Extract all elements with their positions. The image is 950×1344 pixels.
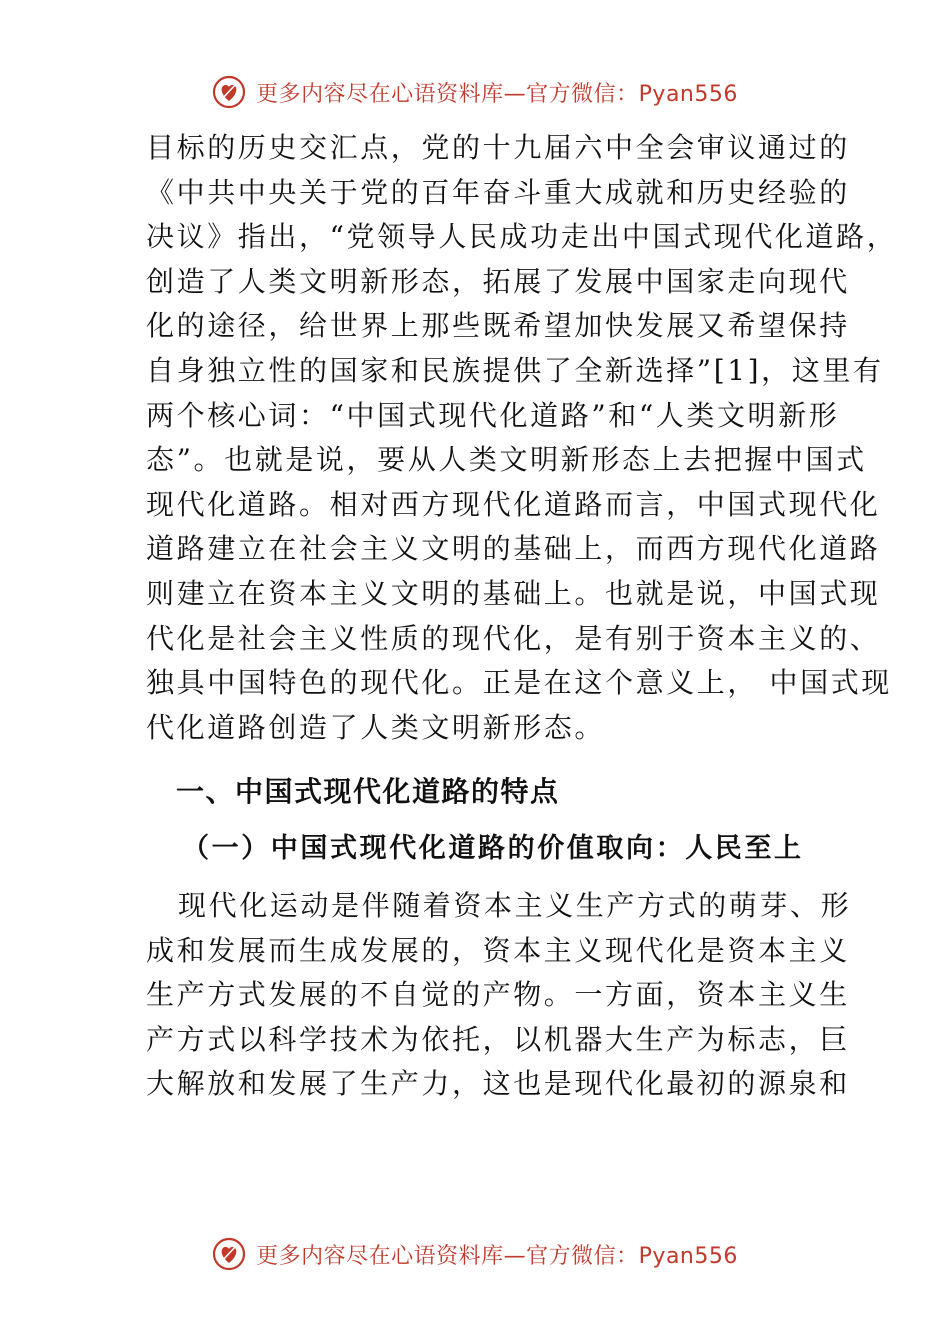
footer-wechat-id: Pyan556 [638, 1243, 738, 1269]
text-line: 则建立在资本主义文明的基础上。也就是说，中国式现 [146, 576, 881, 610]
paragraph-2 [146, 884, 852, 1107]
text-line: 代化道路创造了人类文明新形态。 [146, 710, 606, 744]
text-line: 态”。也就是说，要从人类文明新形态上去把握中国式 [146, 443, 867, 477]
section-heading: 一、中国式现代化道路的特点 [176, 775, 560, 808]
footer-banner-label: 更多内容尽在心语资料库—官方微信： [256, 1243, 639, 1269]
heart-seal-logo-icon [212, 1237, 246, 1271]
text-line: 成和发展而生成发展的，资本主义现代化是资本主义 [146, 933, 850, 967]
header-banner-label: 更多内容尽在心语资料库—官方微信： [256, 81, 639, 107]
text-line: 现代化道路。相对西方现代化道路而言，中国式现代化 [146, 487, 881, 521]
text-line: 道路建立在社会主义文明的基础上，而西方现代化道路 [146, 532, 881, 566]
text-line: 《中共中央关于党的百年奋斗重大成就和历史经验的 [146, 175, 850, 209]
header-wechat-id: Pyan556 [638, 81, 738, 107]
paragraph-1-text [146, 126, 898, 750]
text-line: 生产方式发展的不自觉的产物。一方面，资本主义生 [146, 978, 850, 1012]
text-line: 化的途径，给世界上那些既希望加快发展又希望保持 [146, 309, 850, 343]
text-line: 目标的历史交汇点，党的十九届六中全会审议通过的 [146, 131, 850, 164]
text-line: 产方式以科学技术为依托，以机器大生产为标志，巨 [146, 1022, 850, 1056]
text-line: 决议》指出，“党领导人民成功走出中国式现代化道路， [146, 220, 898, 254]
paragraph-2-text [146, 884, 852, 1107]
footer-banner-text [256, 1239, 738, 1270]
header-banner [0, 72, 950, 112]
text-line: 现代化运动是伴随着资本主义生产方式的萌芽、形 [178, 889, 852, 922]
header-banner-text [256, 77, 738, 108]
text-line: 独具中国特色的现代化。正是在这个意义上， 中国式现 [146, 666, 892, 700]
text-line: 两个核心词：“中国式现代化道路”和“人类文明新形 [146, 398, 840, 432]
heart-seal-logo-icon [212, 75, 246, 109]
text-line: 自身独立性的国家和民族提供了全新选择”[1]，这里有 [146, 353, 884, 387]
subsection-heading: （一）中国式现代化道路的价值取向：人民至上 [182, 833, 804, 864]
text-line: 代化是社会主义性质的现代化，是有别于资本主义的、 [146, 621, 881, 655]
footer-banner [0, 1234, 950, 1274]
paragraph-1 [146, 126, 898, 750]
text-line: 创造了人类文明新形态，拓展了发展中国家走向现代 [146, 264, 850, 298]
text-line: 大解放和发展了生产力，这也是现代化最初的源泉和 [146, 1067, 850, 1101]
